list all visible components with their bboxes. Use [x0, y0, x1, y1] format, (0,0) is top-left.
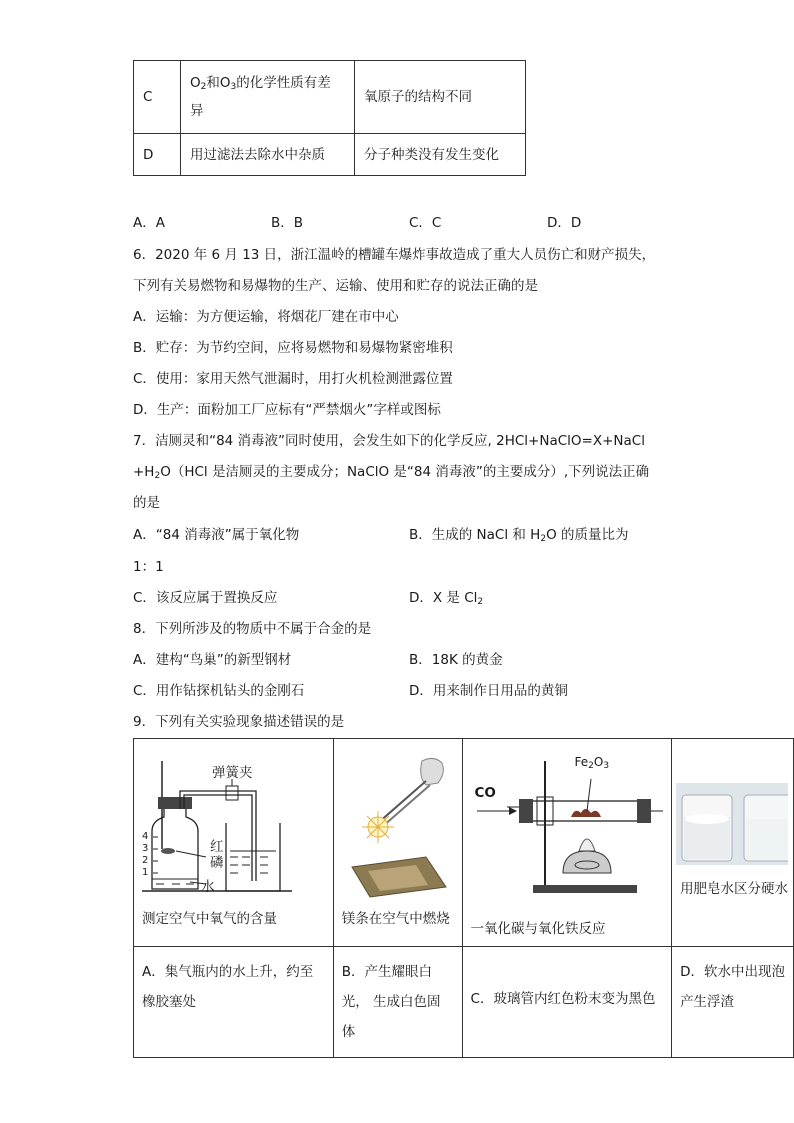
figure-caption: 用肥皂水区分硬水	[680, 881, 789, 897]
q5-option-d[interactable]: D．D	[547, 215, 582, 231]
figure-oxygen-measurement	[134, 739, 334, 947]
q8-option-a[interactable]: A．建构“鸟巢”的新型钢材	[133, 652, 292, 668]
red-phosphorus-label: 红 磷	[210, 839, 224, 871]
figure-co-iron-oxide	[462, 739, 672, 947]
q6-stem-line2: 下列有关易燃物和易爆物的生产、运输、使用和贮存的说法正确的是	[133, 278, 538, 294]
spring-clip-label: 弹簧夹	[212, 765, 253, 781]
q6-option-c[interactable]: C．使用：家用天然气泄漏时，用打火机检测泄露位置	[133, 371, 453, 387]
q5-option-a[interactable]: A．A	[133, 215, 165, 231]
experiment-table	[133, 738, 794, 1058]
figure-caption: 一氧化碳与氧化铁反应	[470, 921, 606, 937]
figure-caption: 测定空气中氧气的含量	[142, 911, 277, 927]
table-row	[134, 61, 526, 134]
magnesium-burning-image	[334, 739, 462, 899]
q8-option-d[interactable]: D．用来制作日用品的黄铜	[409, 683, 568, 699]
answer-cell-a[interactable]: A．集气瓶内的水上升，约至 橡胶塞处	[134, 947, 334, 1058]
water-label: 水	[201, 879, 215, 895]
q6-option-b[interactable]: B．贮存：为节约空间，应将易燃物和易爆物紧密堆积	[133, 340, 453, 356]
beakers-photo	[672, 739, 788, 869]
q6-option-d[interactable]: D．生产：面粉加工厂应标有“严禁烟火”字样或图标	[133, 402, 441, 418]
q7-option-d[interactable]: D．X 是 $Cl_2$	[409, 590, 484, 607]
q7-stem-line2: $+H_2O(HCl$ 是洁厕灵的主要成分；NaClO 是“84 消毒液”的主要成分）,下列说法正确	[133, 464, 650, 481]
q7-option-c[interactable]: C．该反应属于置换反应	[133, 590, 278, 606]
q7-stem-line1: 7．洁厕灵和“84 消毒液”同时使用，会发生如下的化学反应, 2HCl+NaClO=X+NaCl	[133, 433, 645, 449]
answer-cell-b[interactable]: B．产生耀眼白 光， 生成白色固 体	[333, 947, 462, 1058]
row-fact: $O_2$和$O_3$的化学性质有差 异	[181, 61, 355, 134]
q7-option-a[interactable]: A．“84 消毒液”属于氧化物	[133, 527, 300, 543]
row-explanation: 分子种类没有发生变化	[355, 134, 526, 176]
answer-cell-c[interactable]: C．玻璃管内红色粉末变为黑色	[462, 947, 672, 1058]
q6-stem-line1: 6．2020 年 6 月 13 日，浙江温岭的槽罐车爆炸事故造成了重大人员伤亡和财产损失，	[133, 247, 656, 263]
table-row	[134, 134, 526, 176]
q7-option-b-continued: 1：1	[133, 559, 164, 575]
q8-option-c[interactable]: C．用作钻探机钻头的金刚石	[133, 683, 305, 699]
q9-stem: 9．下列有关实验现象描述错误的是	[133, 714, 345, 730]
q5-option-b[interactable]: B．B	[271, 215, 304, 231]
table-row	[134, 739, 794, 947]
row-letter: C	[134, 61, 181, 134]
table-row	[134, 947, 794, 1058]
row-letter: D	[134, 134, 181, 176]
scale-ticks: 4 3 2 1	[142, 831, 149, 878]
co-reduction-apparatus-diagram	[463, 739, 672, 909]
q7-stem-line3: 的是	[133, 495, 160, 511]
q5-option-c[interactable]: C．C	[409, 215, 442, 231]
row-explanation: 氧原子的结构不同	[355, 61, 526, 134]
q6-option-a[interactable]: A．运输：为方便运输，将烟花厂建在市中心	[133, 309, 399, 325]
answer-cell-d[interactable]: D．软水中出现泡 产生浮渣	[672, 947, 794, 1058]
q8-stem: 8．下列所涉及的物质中不属于合金的是	[133, 621, 372, 637]
q7-option-b[interactable]: B．生成的 NaCl 和 $H_2O$ 的质量比为	[409, 527, 629, 544]
answer-table-top	[133, 60, 526, 176]
figure-caption: 镁条在空气中燃烧	[341, 911, 450, 927]
fe2o3-label: $Fe_2O_3$	[574, 755, 610, 771]
figure-soap-water-test	[672, 739, 794, 947]
figure-magnesium-burning	[333, 739, 462, 947]
co-label: CO	[474, 785, 496, 801]
row-fact: 用过滤法去除水中杂质	[181, 134, 355, 176]
q8-option-b[interactable]: B．18K 的黄金	[409, 652, 503, 668]
